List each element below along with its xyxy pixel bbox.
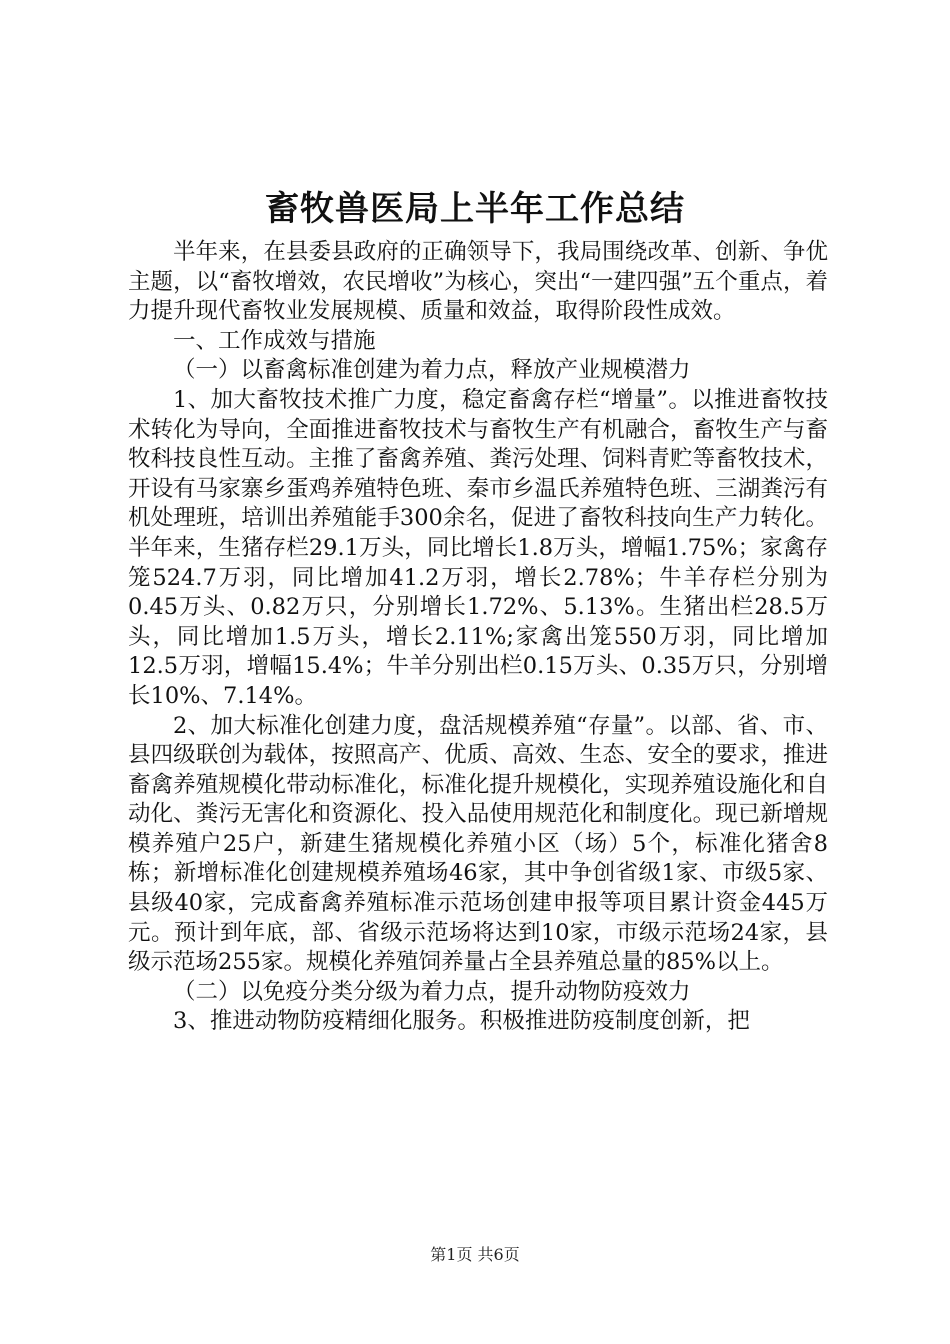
section-heading: 一、工作成效与措施 [173, 327, 376, 354]
document-title: 畜牧兽医局上半年工作总结 [265, 189, 685, 229]
body-paragraph: 2、加大标准化创建力度，盘活规模养殖“存量”。以部、省、市、县四级联创为载体，按照高产、优质、高效、生态、安全的要求，推进畜禽养殖规模化带动标准化，标准化提升规模化，实现养殖设施化和自动化、粪污无害化和资源化、投入品使用规范化和制度化。现已新增规模养殖户25户，新建生猪规模化养殖小区（场）5个，标准化猪舍8栋；新增标准化创建规模养殖场46家，其中争创省级1家、市级5家、县级40家，完成畜禽养殖标准示范场创建申报等项目累计资金445万元。预计到年底，部、省级示范场将达到10家，市级示范场24家，县级示范场255家。规模化养殖饲养量占全县养殖总量的85%以上。 [128, 712, 828, 976]
subsection-heading: （一）以畜禽标准创建为着力点，释放产业规模潜力 [173, 357, 691, 384]
page-footer: 第1页 共6页 [430, 1245, 520, 1264]
intro-paragraph: 半年来，在县委县政府的正确领导下，我局围绕改革、创新、争优主题，以“畜牧增效，农民增收”为核心，突出“一建四强”五个重点，着力提升现代畜牧业发展规模、质量和效益，取得阶段性成效。 [128, 239, 828, 325]
body-paragraph: 1、加大畜牧技术推广力度，稳定畜禽存栏“增量”。以推进畜牧技术转化为导向，全面推进畜牧技术与畜牧生产有机融合，畜牧生产与畜牧科技良性互动。主推了畜禽养殖、粪污处理、饲料青贮等畜牧技术，开设有马家寨乡蛋鸡养殖特色班、秦市乡温氏养殖特色班、三湖粪污有机处理班，培训出养殖能手300余名，促进了畜牧科技向生产力转化。半年来，生猪存栏29.1万头，同比增长1.8万头，增幅1.75%；家禽存笼524.7万羽，同比增加41.2万羽，增长2.78%；牛羊存栏分别为0.45万头、0.82万只，分别增长1.72%、5.13%。生猪出栏28.5万头，同比增加1.5万头，增长2.11%;家禽出笼550万羽，同比增加12.5万羽，增幅15.4%；牛羊分别出栏0.15万头、0.35万只，分别增长10%、7.14%。 [128, 386, 828, 709]
body-paragraph: 3、推进动物防疫精细化服务。积极推进防疫制度创新，把 [173, 1008, 750, 1035]
subsection-heading: （二）以免疫分类分级为着力点，提升动物防疫效力 [173, 978, 691, 1005]
document-body [128, 238, 828, 1037]
